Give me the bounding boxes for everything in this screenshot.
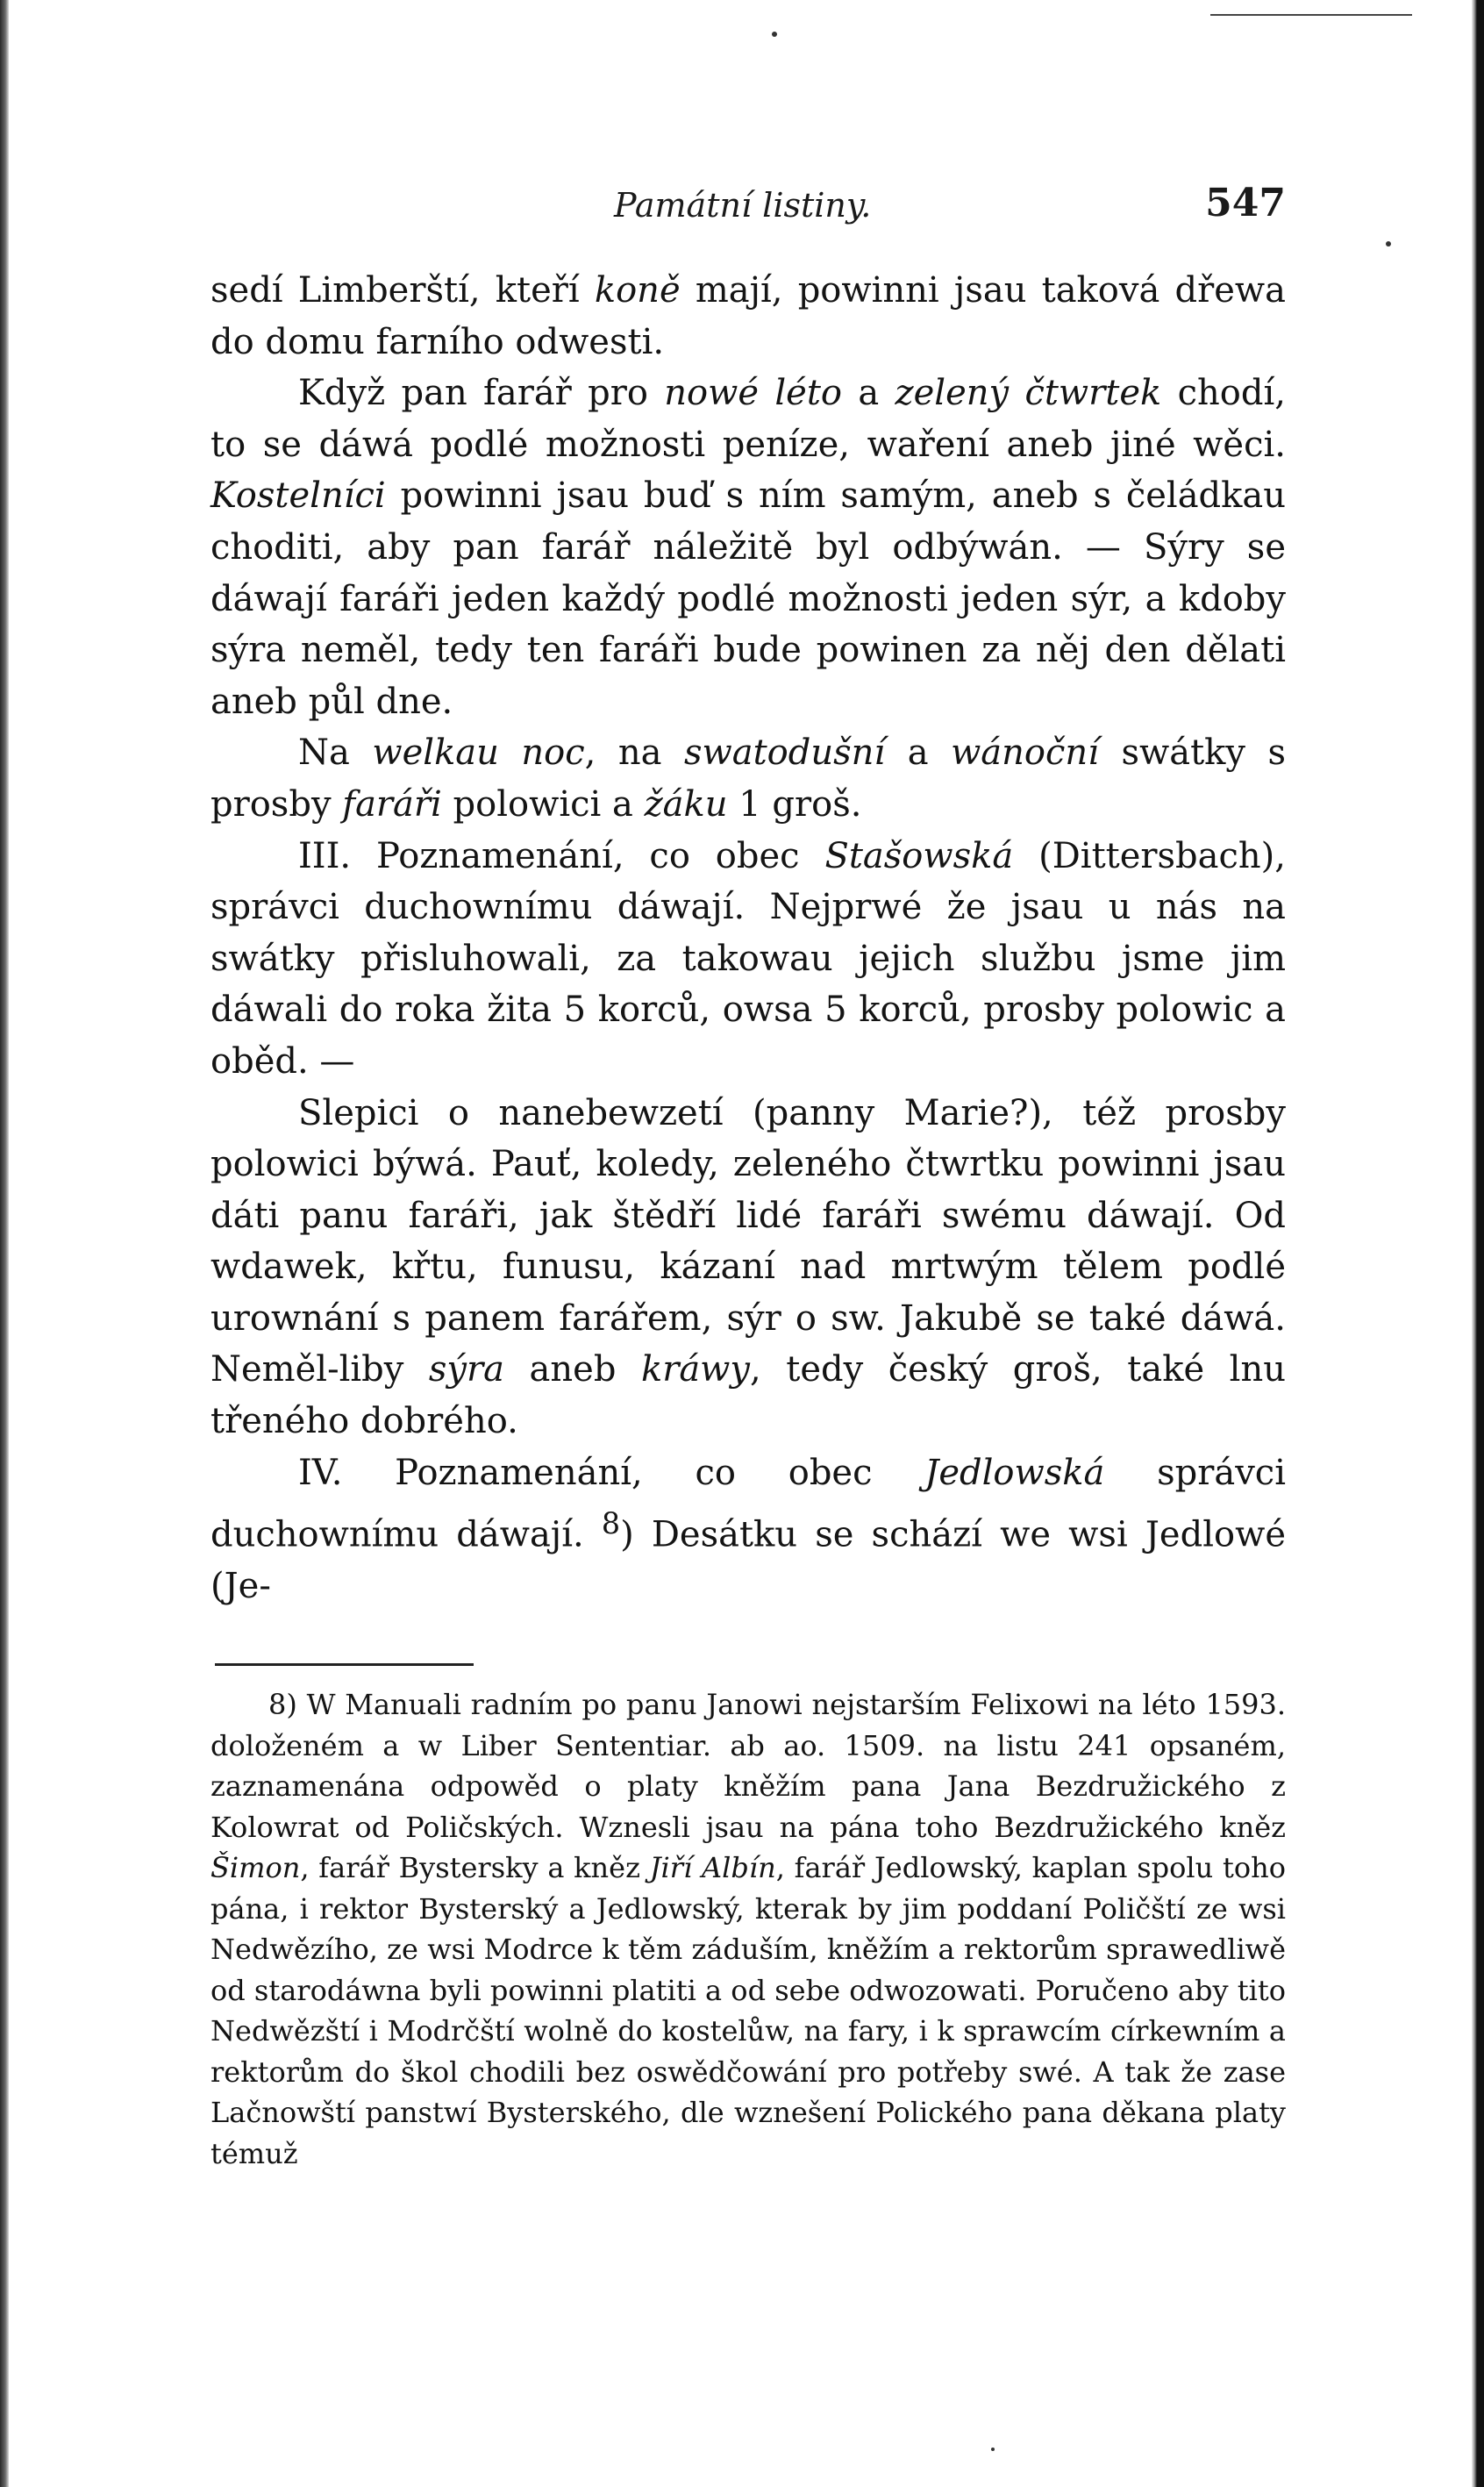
- text-run: sedí Limberští, kteří: [210, 270, 595, 311]
- text-run: Když pan farář pro: [298, 373, 665, 414]
- italic-term: Stašowská: [824, 835, 1014, 876]
- text-run: a: [885, 733, 952, 774]
- paragraph-1: [210, 265, 1286, 368]
- text-run: III. Poznamenání, co obec: [298, 835, 825, 876]
- text-run: powinni jsau buď s ním samým, aneb s čeládkau choditi, aby pan farář náležitě byl odbýwán. — Sýry se dáwají faráři jeden každý podlé možnosti jeden sýr, a kdoby sýra neměl, tedy ten faráři bude powinen za něj den dělati aneb půl dne.: [210, 475, 1286, 722]
- text-run: , farář Jedlowský, kaplan spolu toho pána, i rektor Bysterský a Jedlowský, kterak by jim poddaní Poličští ze wsi Nedwězího, ze wsi Modrce k těm záduším, kněžím a rektorům sprawedliwě od starodáwna byli powinni platiti a od sebe odwozowati. Poručeno aby tito Nedwězští i Modrčští wolně do kostelůw, na fary, i k sprawcím církewním a rektorům do škol chodili bez oswědčowání pro potřeby swé. A tak že zase Lačnowští panstwí Bysterského, dle wznešení Polického pana děkana platy témuž: [210, 1851, 1287, 2170]
- footnote-reference: 8: [601, 1506, 621, 1541]
- text-run: Slepici o nanebewzetí (panny Marie?), též prosby polowici býwá. Pauť, koledy, zeleného čtwrtku powinni jsau dáti panu faráři, jak štědří lidé faráři swému dáwají. Od wdawek, křtu, funusu, kázaní nad mrtwým tělem podlé urownání s panem farářem, sýr o sw. Jakubě se také dáwá. Neměl-liby: [210, 1092, 1286, 1390]
- scan-shadow-right: [1472, 0, 1484, 2487]
- italic-term: Kostelníci: [210, 475, 386, 517]
- paragraph-5: [210, 1088, 1286, 1447]
- italic-term: kráwy: [640, 1349, 751, 1390]
- text-run: chodí, to se dáwá podlé možnosti peníze, waření aneb jiné wěci.: [210, 373, 1286, 465]
- text-run: , tedy český groš, také lnu třeného dobrého.: [210, 1349, 1286, 1442]
- page-number: 547: [1205, 181, 1286, 225]
- italic-term: sýra: [428, 1349, 504, 1390]
- text-run: 1 groš.: [727, 783, 862, 825]
- italic-term: welkau noc: [372, 733, 585, 774]
- italic-term: koně: [594, 270, 681, 311]
- footnote-divider: [215, 1663, 474, 1666]
- italic-term: Šimon: [210, 1851, 301, 1884]
- running-title: Památní listiny.: [614, 186, 872, 225]
- footnote-8: [210, 1684, 1286, 2174]
- text-run: polowici a: [441, 783, 645, 825]
- paragraph-2: [210, 368, 1286, 727]
- text-run: , na: [584, 733, 684, 774]
- text-run: a: [842, 373, 895, 414]
- italic-term: nowé léto: [664, 373, 843, 414]
- text-run: mají, powinni jsau taková dřewa do domu farního odwesti.: [210, 270, 1286, 362]
- text-run: aneb: [504, 1349, 641, 1390]
- scan-speck: [772, 32, 777, 37]
- italic-term: wánoční: [951, 733, 1099, 774]
- text-run: (Dittersbach), správci duchownímu dáwají. Nejprwé že jsau u nás na swátky přisluhowali, za takowau jejich službu jsme jim dáwali do roka žita 5 korců, owsa 5 korců, prosby polowic a oběd. —: [210, 835, 1286, 1082]
- italic-term: žáku: [644, 783, 728, 825]
- text-run: , farář Bystersky a kněz: [300, 1851, 650, 1884]
- scan-speck: [991, 2448, 995, 2451]
- text-run: swátky s prosby: [210, 733, 1287, 825]
- text-run: správci duchownímu dáwají.: [210, 1452, 1286, 1555]
- italic-term: zelený čtwrtek: [895, 373, 1162, 414]
- paragraph-6: [210, 1447, 1286, 1612]
- italic-term: Jiří Albín: [649, 1851, 776, 1884]
- text-run: 8) W Manuali radním po panu Janowi nejstarším Felixowi na léto 1593. doloženém a w Liber Sententiar. ab ao. 1509. na listu 241 opsaném, zaznamenána odpowěd o platy kněžím pana Jana Bezdružického z Kolowrat od Poličských. Wznesli jsau na pána toho Bezdružického kněz: [210, 1688, 1286, 1844]
- scan-mark-top: [1210, 14, 1412, 16]
- paragraph-4: [210, 831, 1286, 1088]
- italic-term: Jedlowská: [924, 1452, 1105, 1493]
- text-run: IV. Poznamenání, co obec: [298, 1452, 925, 1493]
- italic-term: faráři: [342, 783, 442, 825]
- text-run: ) Desátku se schází we wsi Jedlowé (Je-: [210, 1514, 1286, 1607]
- scan-speck: [1386, 241, 1391, 247]
- page-header: [210, 181, 1286, 239]
- paragraph-3: [210, 727, 1286, 830]
- italic-term: swatodušní: [683, 733, 886, 774]
- main-text: [210, 265, 1286, 1612]
- text-run: Na: [298, 733, 373, 774]
- footnote: [210, 1684, 1286, 2174]
- scan-shadow-left: [0, 0, 9, 2487]
